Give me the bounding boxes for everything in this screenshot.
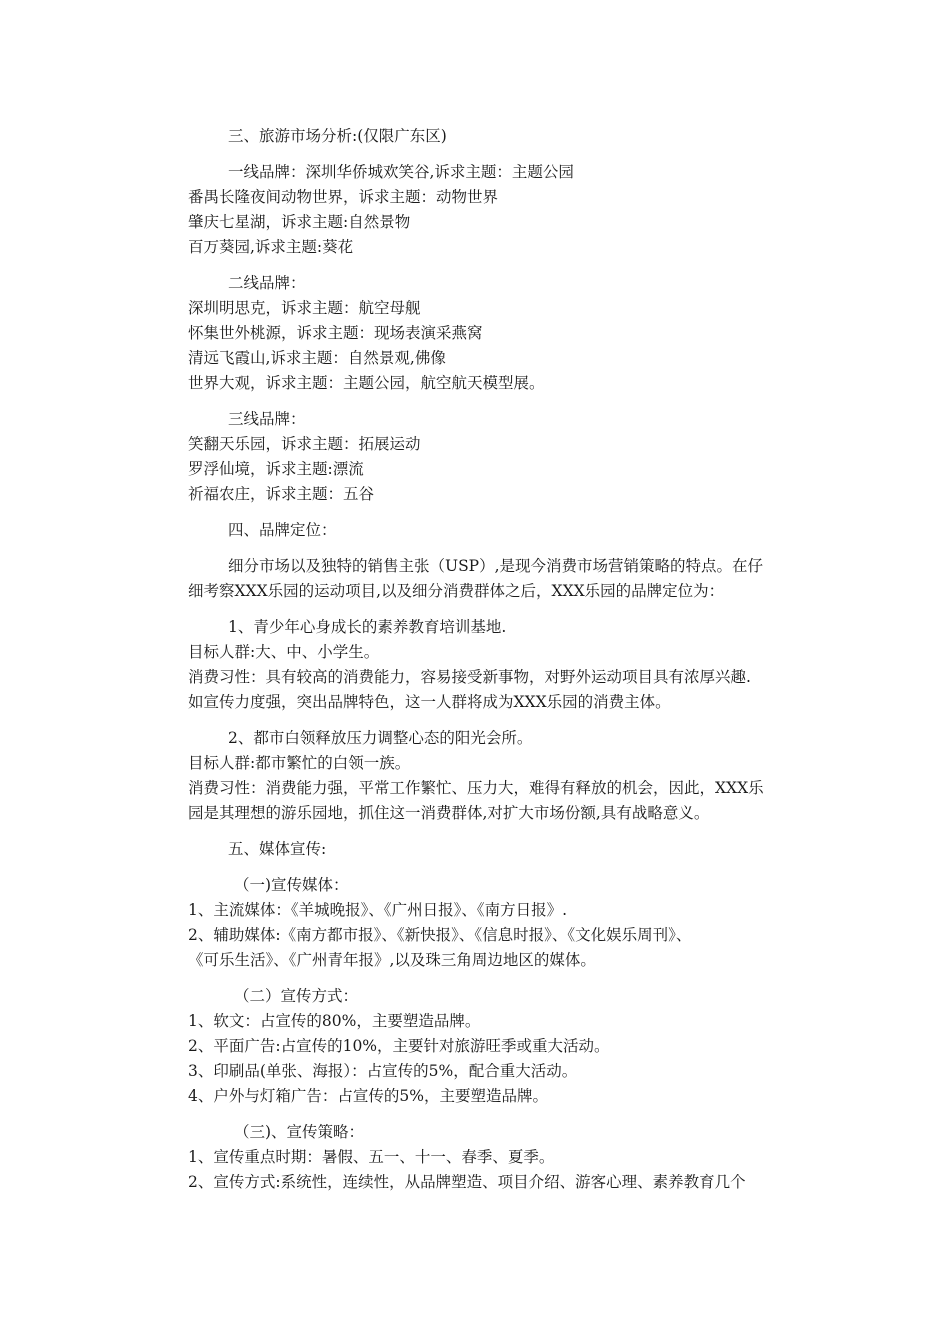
media-block xyxy=(188,873,808,973)
positioning-1-line: 目标人群:大、中、小学生。 xyxy=(188,643,380,661)
tier1-line: 番禺长隆夜间动物世界，诉求主题：动物世界 xyxy=(188,188,499,206)
intro-line: 细分市场以及独特的销售主张（USP）,是现今消费市场营销策略的特点。在仔 xyxy=(228,557,764,575)
section-4-heading-block xyxy=(188,518,808,543)
tier2-block xyxy=(188,271,808,396)
methods-block xyxy=(188,984,808,1109)
section-3-heading: 三、旅游市场分析:(仅限广东区) xyxy=(228,127,447,145)
intro-line: 细考察XXX乐园的运动项目,以及细分消费群体之后，XXX乐园的品牌定位为： xyxy=(188,582,725,600)
methods-line: 4、户外与灯箱广告：占宣传的5%，主要塑造品牌。 xyxy=(188,1087,548,1105)
tier1-line: 百万葵园,诉求主题:葵花 xyxy=(188,238,354,256)
strategy-line: 1、宣传重点时期：暑假、五一、十一、春季、夏季。 xyxy=(188,1148,555,1166)
methods-lead: （二）宣传方式： xyxy=(234,987,359,1005)
methods-line: 3、印刷品(单张、海报）：占宣传的5%，配合重大活动。 xyxy=(188,1062,578,1080)
tier1-lead: 一线品牌：深圳华侨城欢笑谷,诉求主题：主题公园 xyxy=(228,163,574,181)
media-line: 1、主流媒体：《羊城晚报》、《广州日报》、《南方日报》. xyxy=(188,901,568,919)
methods-line: 1、软文：占宣传的80%，主要塑造品牌。 xyxy=(188,1012,481,1030)
tier3-line: 罗浮仙境，诉求主题:漂流 xyxy=(188,460,364,478)
positioning-1-block xyxy=(188,615,808,715)
tier3-block xyxy=(188,407,808,507)
tier3-line: 祈福农庄，诉求主题：五谷 xyxy=(188,485,375,503)
strategy-lead: （三)、宣传策略： xyxy=(234,1123,365,1141)
section-3-heading-block xyxy=(188,124,808,149)
media-line: 2、辅助媒体:《南方都市报》、《新快报》、《信息时报》、《文化娱乐周刊》、 xyxy=(188,926,692,944)
positioning-2-line: 消费习性：消费能力强，平常工作繁忙、压力大，难得有释放的机会，因此，XXX乐 xyxy=(188,779,764,797)
document-page xyxy=(188,124,808,1206)
tier2-line: 怀集世外桃源，诉求主题：现场表演采燕窝 xyxy=(188,324,483,342)
section-5-heading: 五、媒体宣传: xyxy=(228,840,327,858)
section-4-intro xyxy=(188,554,808,604)
positioning-2-line: 目标人群:都市繁忙的白领一族。 xyxy=(188,754,411,772)
tier3-line: 笑翻天乐园，诉求主题：拓展运动 xyxy=(188,435,421,453)
tier1-block xyxy=(188,160,808,260)
positioning-2-line: 园是其理想的游乐园地，抓住这一消费群体,对扩大市场份额,具有战略意义。 xyxy=(188,804,710,822)
tier2-line: 深圳明思克，诉求主题：航空母舰 xyxy=(188,299,421,317)
tier3-lead: 三线品牌： xyxy=(228,410,306,428)
media-line: 《可乐生活》、《广州青年报》,以及珠三角周边地区的媒体。 xyxy=(188,951,596,969)
tier2-line: 清远飞霞山,诉求主题：自然景观,佛像 xyxy=(188,349,446,367)
strategy-line: 2、宣传方式:系统性，连续性，从品牌塑造、项目介绍、游客心理、素养教育几个 xyxy=(188,1173,746,1191)
positioning-1-line: 如宣传力度强，突出品牌特色，这一人群将成为XXX乐园的消费主体。 xyxy=(188,693,671,711)
tier2-line: 世界大观，诉求主题：主题公园，航空航天模型展。 xyxy=(188,374,545,392)
media-lead: （一)宣传媒体： xyxy=(234,876,349,894)
positioning-2-lead: 2、都市白领释放压力调整心态的阳光会所。 xyxy=(228,729,533,747)
section-5-heading-block xyxy=(188,837,808,862)
positioning-1-lead: 1、青少年心身成长的素养教育培训基地. xyxy=(228,618,507,636)
methods-line: 2、平面广告:占宣传的10%，主要针对旅游旺季或重大活动。 xyxy=(188,1037,610,1055)
tier1-line: 肇庆七星湖，诉求主题:自然景物 xyxy=(188,213,411,231)
positioning-1-line: 消费习性：具有较高的消费能力，容易接受新事物，对野外运动项目具有浓厚兴趣. xyxy=(188,668,751,686)
strategy-block xyxy=(188,1120,808,1195)
section-4-heading: 四、品牌定位： xyxy=(228,521,337,539)
positioning-2-block xyxy=(188,726,808,826)
tier2-lead: 二线品牌： xyxy=(228,274,306,292)
